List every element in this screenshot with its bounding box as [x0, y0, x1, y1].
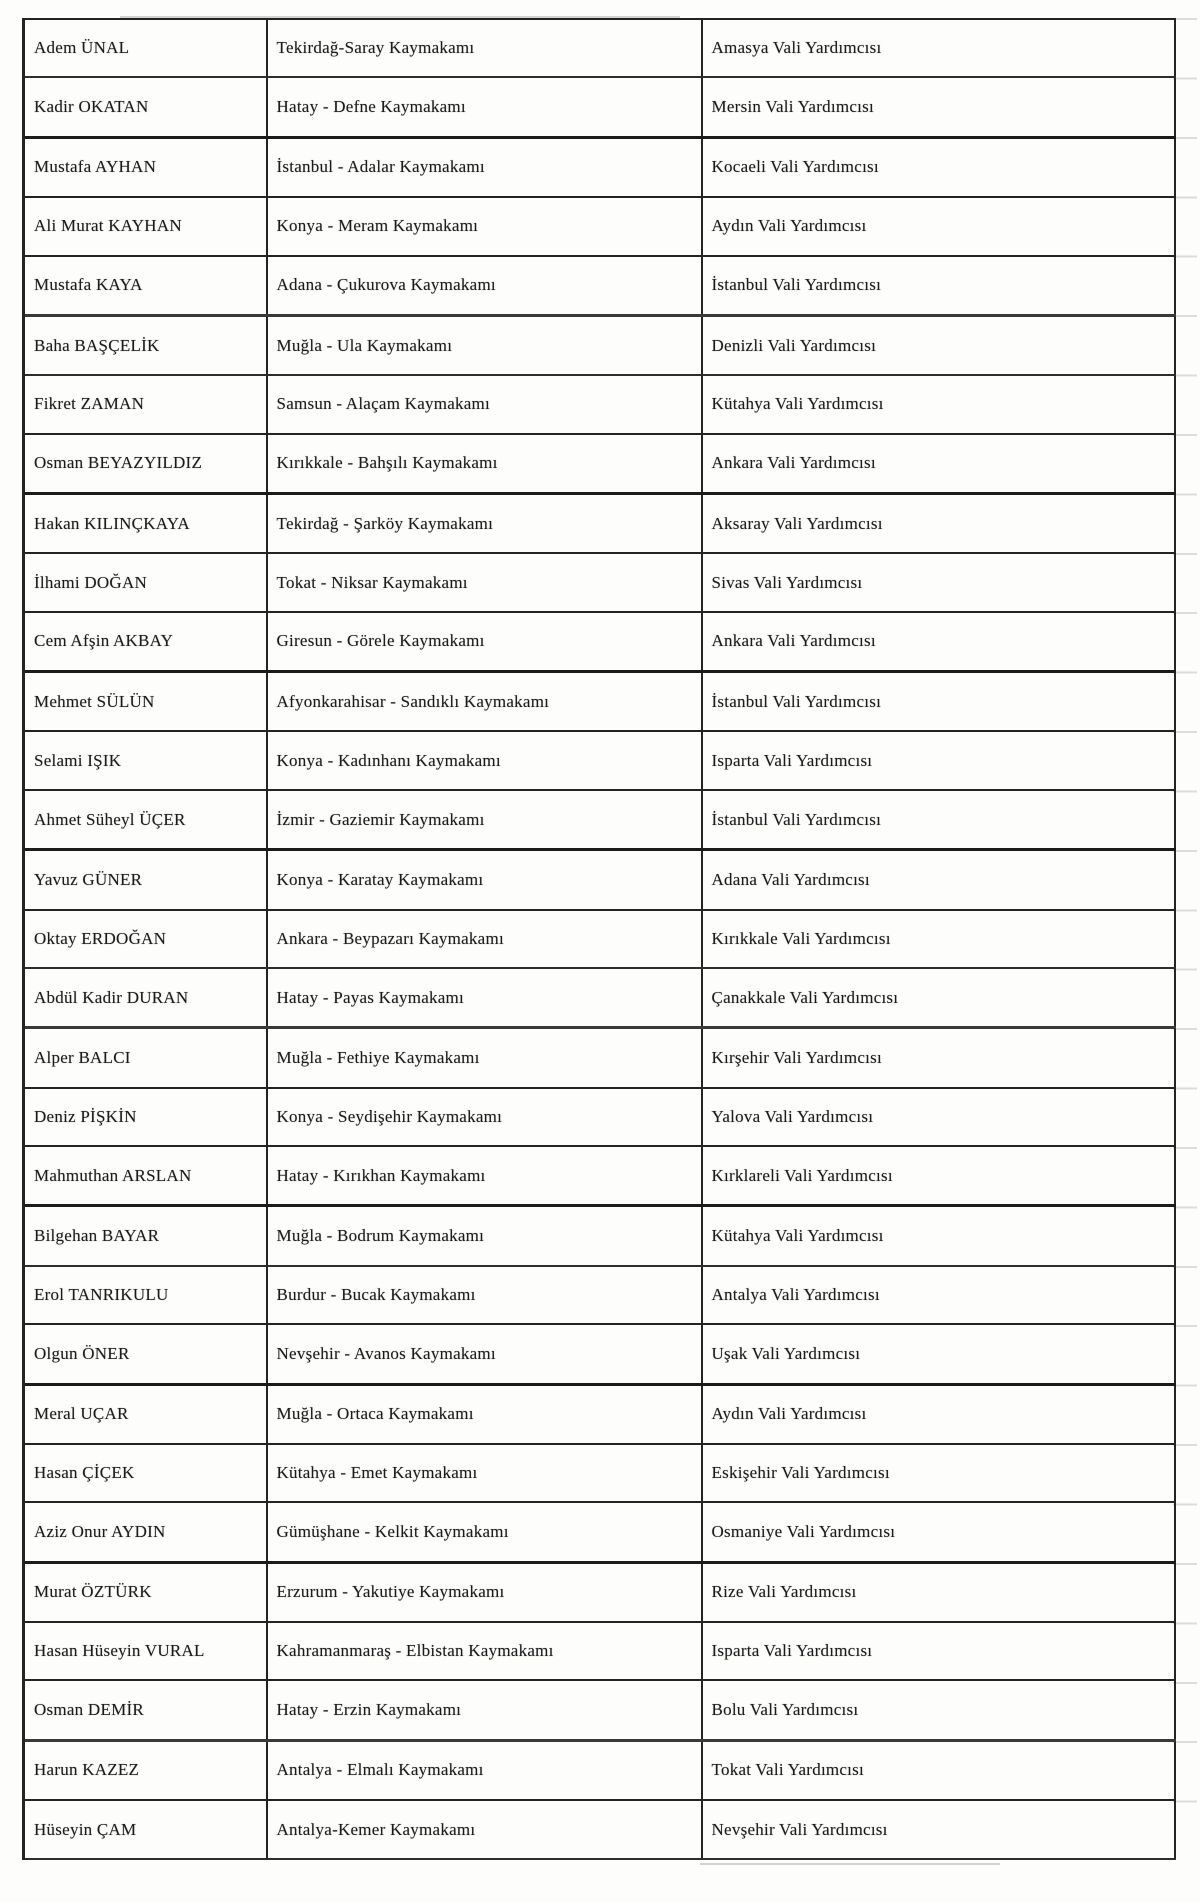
current-post-cell: Ankara - Beypazarı Kaymakamı — [267, 910, 702, 968]
table-row — [24, 1088, 1175, 1146]
current-post-cell: Afyonkarahisar - Sandıklı Kaymakamı — [267, 672, 702, 732]
official-name-cell: Mustafa AYHAN — [24, 137, 267, 197]
appointments-table-body — [24, 19, 1175, 1859]
current-post-cell: Muğla - Ortaca Kaymakamı — [267, 1384, 702, 1444]
current-post-cell: Antalya-Kemer Kaymakamı — [267, 1800, 702, 1859]
current-post-cell: Burdur - Bucak Kaymakamı — [267, 1266, 702, 1324]
official-name-cell: Hakan KILINÇKAYA — [24, 494, 267, 554]
new-post-cell: Kırklareli Vali Yardımcısı — [702, 1146, 1175, 1206]
current-post-cell: Samsun - Alaçam Kaymakamı — [267, 375, 702, 433]
table-row — [24, 1740, 1175, 1800]
new-post-cell: Rize Vali Yardımcısı — [702, 1562, 1175, 1622]
official-name-cell: Yavuz GÜNER — [24, 850, 267, 910]
current-post-cell: Hatay - Payas Kaymakamı — [267, 968, 702, 1028]
table-row — [24, 850, 1175, 910]
new-post-cell: Mersin Vali Yardımcısı — [702, 77, 1175, 137]
new-post-cell: Çanakkale Vali Yardımcısı — [702, 968, 1175, 1028]
table-row — [24, 910, 1175, 968]
current-post-cell: Giresun - Görele Kaymakamı — [267, 612, 702, 672]
table-row — [24, 77, 1175, 137]
official-name-cell: Selami IŞIK — [24, 731, 267, 789]
current-post-cell: Muğla - Fethiye Kaymakamı — [267, 1028, 702, 1088]
current-post-cell: Kırıkkale - Bahşılı Kaymakamı — [267, 434, 702, 494]
current-post-cell: Konya - Kadınhanı Kaymakamı — [267, 731, 702, 789]
new-post-cell: Ankara Vali Yardımcısı — [702, 612, 1175, 672]
official-name-cell: Hasan ÇİÇEK — [24, 1444, 267, 1502]
current-post-cell: Nevşehir - Avanos Kaymakamı — [267, 1324, 702, 1384]
table-row — [24, 1680, 1175, 1740]
scan-artifact-smudge — [700, 1863, 1000, 1865]
current-post-cell: Konya - Seydişehir Kaymakamı — [267, 1088, 702, 1146]
table-row — [24, 494, 1175, 554]
table-row — [24, 968, 1175, 1028]
current-post-cell: Tekirdağ - Şarköy Kaymakamı — [267, 494, 702, 554]
official-name-cell: Kadir OKATAN — [24, 77, 267, 137]
official-name-cell: Mehmet SÜLÜN — [24, 672, 267, 732]
scan-artifact-smudge — [120, 16, 680, 18]
current-post-cell: Erzurum - Yakutiye Kaymakamı — [267, 1562, 702, 1622]
new-post-cell: Kocaeli Vali Yardımcısı — [702, 137, 1175, 197]
official-name-cell: Hüseyin ÇAM — [24, 1800, 267, 1859]
official-name-cell: Aziz Onur AYDIN — [24, 1502, 267, 1562]
official-name-cell: Abdül Kadir DURAN — [24, 968, 267, 1028]
new-post-cell: Sivas Vali Yardımcısı — [702, 553, 1175, 611]
table-row — [24, 1028, 1175, 1088]
new-post-cell: Adana Vali Yardımcısı — [702, 850, 1175, 910]
table-row — [24, 790, 1175, 850]
current-post-cell: Konya - Karatay Kaymakamı — [267, 850, 702, 910]
new-post-cell: İstanbul Vali Yardımcısı — [702, 256, 1175, 316]
official-name-cell: Baha BAŞÇELİK — [24, 315, 267, 375]
new-post-cell: Yalova Vali Yardımcısı — [702, 1088, 1175, 1146]
official-name-cell: Mustafa KAYA — [24, 256, 267, 316]
official-name-cell: Adem ÜNAL — [24, 19, 267, 77]
table-row — [24, 672, 1175, 732]
official-name-cell: Hasan Hüseyin VURAL — [24, 1622, 267, 1680]
new-post-cell: Isparta Vali Yardımcısı — [702, 731, 1175, 789]
current-post-cell: Muğla - Ula Kaymakamı — [267, 315, 702, 375]
new-post-cell: Ankara Vali Yardımcısı — [702, 434, 1175, 494]
appointments-table — [22, 18, 1176, 1860]
new-post-cell: Denizli Vali Yardımcısı — [702, 315, 1175, 375]
new-post-cell: Tokat Vali Yardımcısı — [702, 1740, 1175, 1800]
official-name-cell: Alper BALCI — [24, 1028, 267, 1088]
new-post-cell: Amasya Vali Yardımcısı — [702, 19, 1175, 77]
official-name-cell: Osman DEMİR — [24, 1680, 267, 1740]
current-post-cell: Hatay - Erzin Kaymakamı — [267, 1680, 702, 1740]
official-name-cell: Cem Afşin AKBAY — [24, 612, 267, 672]
new-post-cell: Antalya Vali Yardımcısı — [702, 1266, 1175, 1324]
official-name-cell: Erol TANRIKULU — [24, 1266, 267, 1324]
scan-artifact-right-bleed — [1173, 18, 1197, 1860]
official-name-cell: Olgun ÖNER — [24, 1324, 267, 1384]
new-post-cell: Kırıkkale Vali Yardımcısı — [702, 910, 1175, 968]
table-row — [24, 1562, 1175, 1622]
table-row — [24, 1622, 1175, 1680]
official-name-cell: Harun KAZEZ — [24, 1740, 267, 1800]
current-post-cell: Hatay - Defne Kaymakamı — [267, 77, 702, 137]
official-name-cell: Ali Murat KAYHAN — [24, 197, 267, 255]
current-post-cell: Antalya - Elmalı Kaymakamı — [267, 1740, 702, 1800]
new-post-cell: Nevşehir Vali Yardımcısı — [702, 1800, 1175, 1859]
official-name-cell: Oktay ERDOĞAN — [24, 910, 267, 968]
table-row — [24, 1502, 1175, 1562]
table-row — [24, 19, 1175, 77]
current-post-cell: İzmir - Gaziemir Kaymakamı — [267, 790, 702, 850]
new-post-cell: İstanbul Vali Yardımcısı — [702, 672, 1175, 732]
table-row — [24, 553, 1175, 611]
new-post-cell: Osmaniye Vali Yardımcısı — [702, 1502, 1175, 1562]
table-row — [24, 1444, 1175, 1502]
official-name-cell: İlhami DOĞAN — [24, 553, 267, 611]
official-name-cell: Fikret ZAMAN — [24, 375, 267, 433]
official-name-cell: Osman BEYAZYILDIZ — [24, 434, 267, 494]
current-post-cell: Hatay - Kırıkhan Kaymakamı — [267, 1146, 702, 1206]
table-row — [24, 315, 1175, 375]
official-name-cell: Murat ÖZTÜRK — [24, 1562, 267, 1622]
current-post-cell: Gümüşhane - Kelkit Kaymakamı — [267, 1502, 702, 1562]
table-row — [24, 731, 1175, 789]
table-row — [24, 375, 1175, 433]
current-post-cell: Muğla - Bodrum Kaymakamı — [267, 1206, 702, 1266]
current-post-cell: Adana - Çukurova Kaymakamı — [267, 256, 702, 316]
current-post-cell: Tokat - Niksar Kaymakamı — [267, 553, 702, 611]
official-name-cell: Mahmuthan ARSLAN — [24, 1146, 267, 1206]
current-post-cell: Kahramanmaraş - Elbistan Kaymakamı — [267, 1622, 702, 1680]
new-post-cell: Kütahya Vali Yardımcısı — [702, 1206, 1175, 1266]
table-row — [24, 612, 1175, 672]
table-row — [24, 197, 1175, 255]
current-post-cell: Tekirdağ-Saray Kaymakamı — [267, 19, 702, 77]
new-post-cell: Isparta Vali Yardımcısı — [702, 1622, 1175, 1680]
current-post-cell: İstanbul - Adalar Kaymakamı — [267, 137, 702, 197]
new-post-cell: Eskişehir Vali Yardımcısı — [702, 1444, 1175, 1502]
new-post-cell: Aksaray Vali Yardımcısı — [702, 494, 1175, 554]
official-name-cell: Ahmet Süheyl ÜÇER — [24, 790, 267, 850]
table-row — [24, 1266, 1175, 1324]
new-post-cell: İstanbul Vali Yardımcısı — [702, 790, 1175, 850]
table-row — [24, 1206, 1175, 1266]
table-row — [24, 137, 1175, 197]
new-post-cell: Aydın Vali Yardımcısı — [702, 1384, 1175, 1444]
current-post-cell: Kütahya - Emet Kaymakamı — [267, 1444, 702, 1502]
new-post-cell: Uşak Vali Yardımcısı — [702, 1324, 1175, 1384]
official-name-cell: Deniz PİŞKİN — [24, 1088, 267, 1146]
table-row — [24, 434, 1175, 494]
table-row — [24, 256, 1175, 316]
new-post-cell: Kütahya Vali Yardımcısı — [702, 375, 1175, 433]
table-row — [24, 1800, 1175, 1859]
table-row — [24, 1324, 1175, 1384]
table-row — [24, 1146, 1175, 1206]
new-post-cell: Aydın Vali Yardımcısı — [702, 197, 1175, 255]
current-post-cell: Konya - Meram Kaymakamı — [267, 197, 702, 255]
official-name-cell: Meral UÇAR — [24, 1384, 267, 1444]
official-name-cell: Bilgehan BAYAR — [24, 1206, 267, 1266]
new-post-cell: Kırşehir Vali Yardımcısı — [702, 1028, 1175, 1088]
table-row — [24, 1384, 1175, 1444]
new-post-cell: Bolu Vali Yardımcısı — [702, 1680, 1175, 1740]
